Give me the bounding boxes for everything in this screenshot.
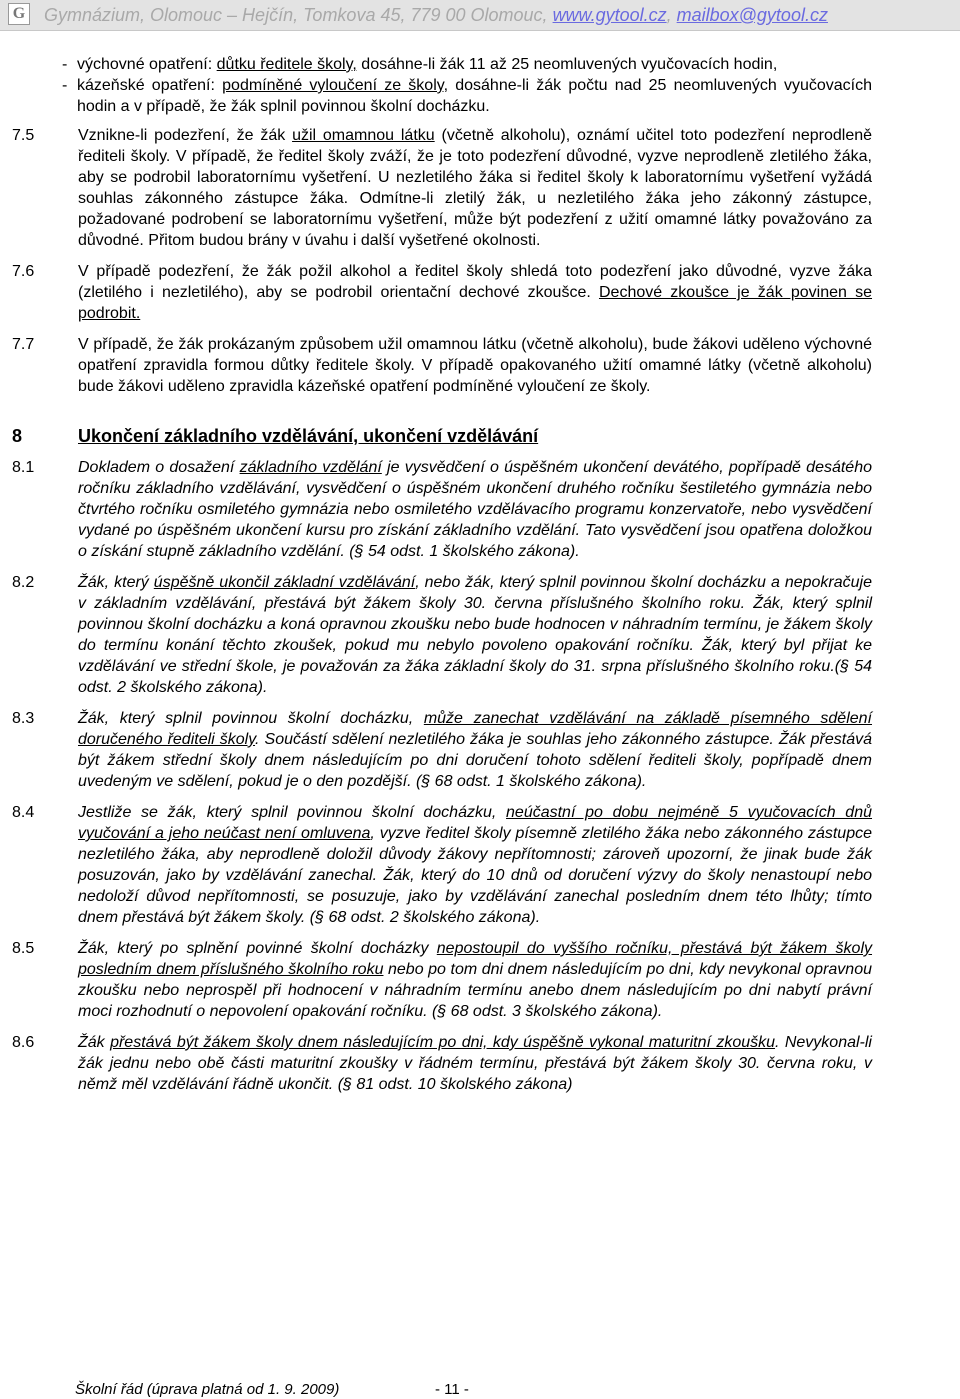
header-address-text: Gymnázium, Olomouc – Hejčín, Tomkova 45, 779 00 Olomouc, bbox=[44, 5, 553, 25]
section-number: 7.5 bbox=[12, 127, 35, 144]
section-text: Žák bbox=[78, 1034, 111, 1051]
chapter-number: 8 bbox=[12, 426, 23, 446]
bullet-dash: - bbox=[62, 77, 68, 94]
bullet-item bbox=[12, 75, 872, 117]
bullet-text: výchovné opatření: bbox=[77, 56, 217, 73]
header-separator: , bbox=[666, 5, 677, 25]
section-7-5 bbox=[12, 125, 872, 251]
section-number: 8.4 bbox=[12, 804, 35, 821]
section-text: , nebo žák, který splnil povinnou školní docházku a nepokračuje v základním vzdělávání, přestává být žákem školy 30. června příslušného školního roku. Žák, který splnil povinnou školní docházku a koná opravnou zkoušku nebo bude hodnocen v náhradním termínu, je žákem školy do termínu konání těchto zkoušek, pokud mu nebylo povoleno opakování ročníku. Žák, který byl přijat ke vzdělávání ve střední škole, je považován za žáka základní školy do 31. srpna příslušného školního roku.(§ 54 odst. 2 školského zákona). bbox=[78, 574, 873, 696]
section-8-4 bbox=[12, 802, 872, 928]
section-7-7 bbox=[12, 334, 872, 397]
section-underlined: může zanechat vzdělávání na základě písemného sdělení doručeného řediteli školy bbox=[78, 710, 872, 748]
website-link[interactable]: www.gytool.cz bbox=[552, 5, 667, 25]
email-link[interactable]: mailbox@gytool.cz bbox=[676, 5, 828, 25]
bullet-underlined: podmíněné vyloučení ze školy, bbox=[222, 77, 449, 94]
section-number: 8.3 bbox=[12, 710, 35, 727]
page-number: - 11 - bbox=[435, 1381, 469, 1398]
header-address bbox=[44, 5, 828, 26]
section-underlined: základního vzdělání bbox=[239, 459, 382, 476]
section-text: Žák, který bbox=[78, 574, 154, 591]
section-number: 7.6 bbox=[12, 263, 35, 280]
section-text: . Součástí sdělení nezletilého žáka je souhlas jeho zákonného zástupce. Žák přestává být žákem střední školy dnem následujícím po dni doručení tohoto sdělení řediteli školy, popřípadě dnem uvedeným ve sdělení, pokud je o den pozdější. (§ 68 odst. 1 školského zákona). bbox=[78, 731, 872, 790]
section-text: je vysvědčení o úspěšném ukončení devátého, popřípadě desátého ročníku základního vzdělávání, vysvědčení o úspěšném ukončení druhého ročníku šestiletého gymnázia nebo čtvrtého ročníku osmiletého gymnázia nebo osmiletého vzdělávacího programu konzervatoře, nebo vysvědčení vydané po úspěšném ukončení kursu pro získání základního vzdělání. Tato vysvědčení jsou opatřena doložkou o získání stupně základního vzdělání. (§ 54 odst. 1 školského zákona). bbox=[78, 459, 872, 560]
chapter-heading bbox=[12, 424, 872, 448]
section-number: 8.2 bbox=[12, 574, 35, 591]
section-underlined: úspěšně ukončil základní vzdělávání bbox=[153, 574, 416, 591]
section-text: V případě podezření, že žák požil alkohol a ředitel školy shledá toto podezření jako důvodné, vyzve žáka (zletilého i nezletilého), aby se podrobil orientační dechové zkoušce. bbox=[78, 263, 872, 301]
section-text: (včetně alkoholu), oznámí učitel toto podezření neprodleně řediteli školy. V případě, že ředitel školy zváží, že je toto podezření důvodné, vyzve neprodleně zletilého žáka, aby se podrobil laboratornímu vyšetření. U nezletilého žáka si ředitel školy k laboratornímu vyšetření vyžádá souhlas zákonného zástupce žáka. Odmítne-li zletilý žák, u nezletilého žáka jeho zákonný zástupce, požadované podrobení se laboratornímu vyšetření, může být podezření z užití omamné látky považováno za důvodné. Přitom budou brány v úvahu i další vyšetřené okolnosti. bbox=[78, 127, 873, 249]
footer-title: Školní řád (úprava platná od 1. 9. 2009) bbox=[75, 1381, 340, 1398]
section-text: . Nevykonal-li žák jednu nebo obě části maturitní zkoušky v řádném termínu, přestává být žákem školy 30. června roku, v němž měl vzdělávání řádně ukončit. (§ 81 odst. 10 školského zákona) bbox=[78, 1034, 872, 1093]
bullet-text: dosáhne-li žák počtu nad 25 neomluvených vyučovacích hodin a v případě, že žák splnil povinnou školní docházku. bbox=[77, 77, 873, 115]
section-text: Žák, který splnil povinnou školní docházku, bbox=[78, 710, 424, 727]
section-7-6 bbox=[12, 261, 872, 324]
section-8-3 bbox=[12, 708, 872, 792]
section-8-6 bbox=[12, 1032, 872, 1095]
section-underlined: přestává být žákem školy dnem následujícím po dni, kdy úspěšně vykonal maturitní zkoušku bbox=[110, 1034, 776, 1051]
document-body bbox=[12, 54, 872, 1095]
chapter-title: Ukončení základního vzdělávání, ukončení vzdělávání bbox=[78, 426, 539, 446]
section-number: 7.7 bbox=[12, 336, 35, 353]
section-underlined: neúčastní po dobu nejméně 5 vyučovacích dnů vyučování a jeho neúčast není omluvena bbox=[78, 804, 873, 842]
document-header bbox=[0, 0, 960, 31]
section-8-5 bbox=[12, 938, 872, 1022]
bullet-dash: - bbox=[62, 56, 68, 73]
section-underlined: užil omamnou látku bbox=[292, 127, 435, 144]
section-8-2 bbox=[12, 572, 872, 698]
section-text: Žák, který po splnění povinné školní docházky bbox=[78, 940, 437, 957]
bullet-underlined: důtku ředitele školy, bbox=[216, 56, 357, 73]
section-text: Vznikne-li podezření, že žák bbox=[78, 127, 293, 144]
page-footer bbox=[75, 1381, 469, 1398]
section-number: 8.5 bbox=[12, 940, 35, 957]
school-logo-icon: G bbox=[8, 3, 30, 25]
section-8-1 bbox=[12, 457, 872, 562]
bullet-item bbox=[12, 54, 872, 75]
section-text: , vyzve ředitel školy písemně zletilého žáka nebo zákonného zástupce nezletilého žáka, aby neprodleně doložil důvody žákovy nepřítomnosti; zároveň upozorní, že jinak bude žák posuzován, jako by vzdělávání zanechal. Žák, který do 10 dnů od doručení výzvy do školy nenastoupí nebo nedoloží důvod nepřítomnosti, se posuzuje, jako by vzdělávání zanechal posledním dnem této lhůty; tímto dnem přestává být žákem školy. (§ 68 odst. 2 školského zákona). bbox=[78, 825, 873, 926]
bullet-text: dosáhne-li žák 11 až 25 neomluvených vyučovacích hodin, bbox=[356, 56, 778, 73]
section-text: nebo po tom dni dnem následujícím po dni, kdy nevykonal opravnou zkoušku nebo neprospěl při hodnocení v náhradním termínu anebo dnem následujícím po dni nabytí právní moci rozhodnutí o nepovolení opakování ročníku. (§ 68 odst. 3 školského zákona). bbox=[78, 961, 872, 1020]
section-text: V případě, že žák prokázaným způsobem užil omamnou látku (včetně alkoholu), bude žákovi uděleno výchovné opatření zpravidla formou důtky ředitele školy. V případě opakovaného užití omamné látky (včetně alkoholu) bude žákovi uděleno zpravidla kázeňské opatření podmíněné vyloučení ze školy. bbox=[78, 336, 872, 395]
section-underlined: Dechové zkoušce je žák povinen se podrobit. bbox=[78, 284, 873, 322]
section-number: 8.6 bbox=[12, 1034, 35, 1051]
bullet-text: kázeňské opatření: bbox=[77, 77, 223, 94]
section-underlined: nepostoupil do vyššího ročníku, přestává být žákem školy posledním dnem příslušného školního roku bbox=[78, 940, 873, 978]
section-text: Jestliže se žák, který splnil povinnou školní docházku, bbox=[78, 804, 507, 821]
section-number: 8.1 bbox=[12, 459, 35, 476]
section-text: Dokladem o dosažení bbox=[78, 459, 240, 476]
